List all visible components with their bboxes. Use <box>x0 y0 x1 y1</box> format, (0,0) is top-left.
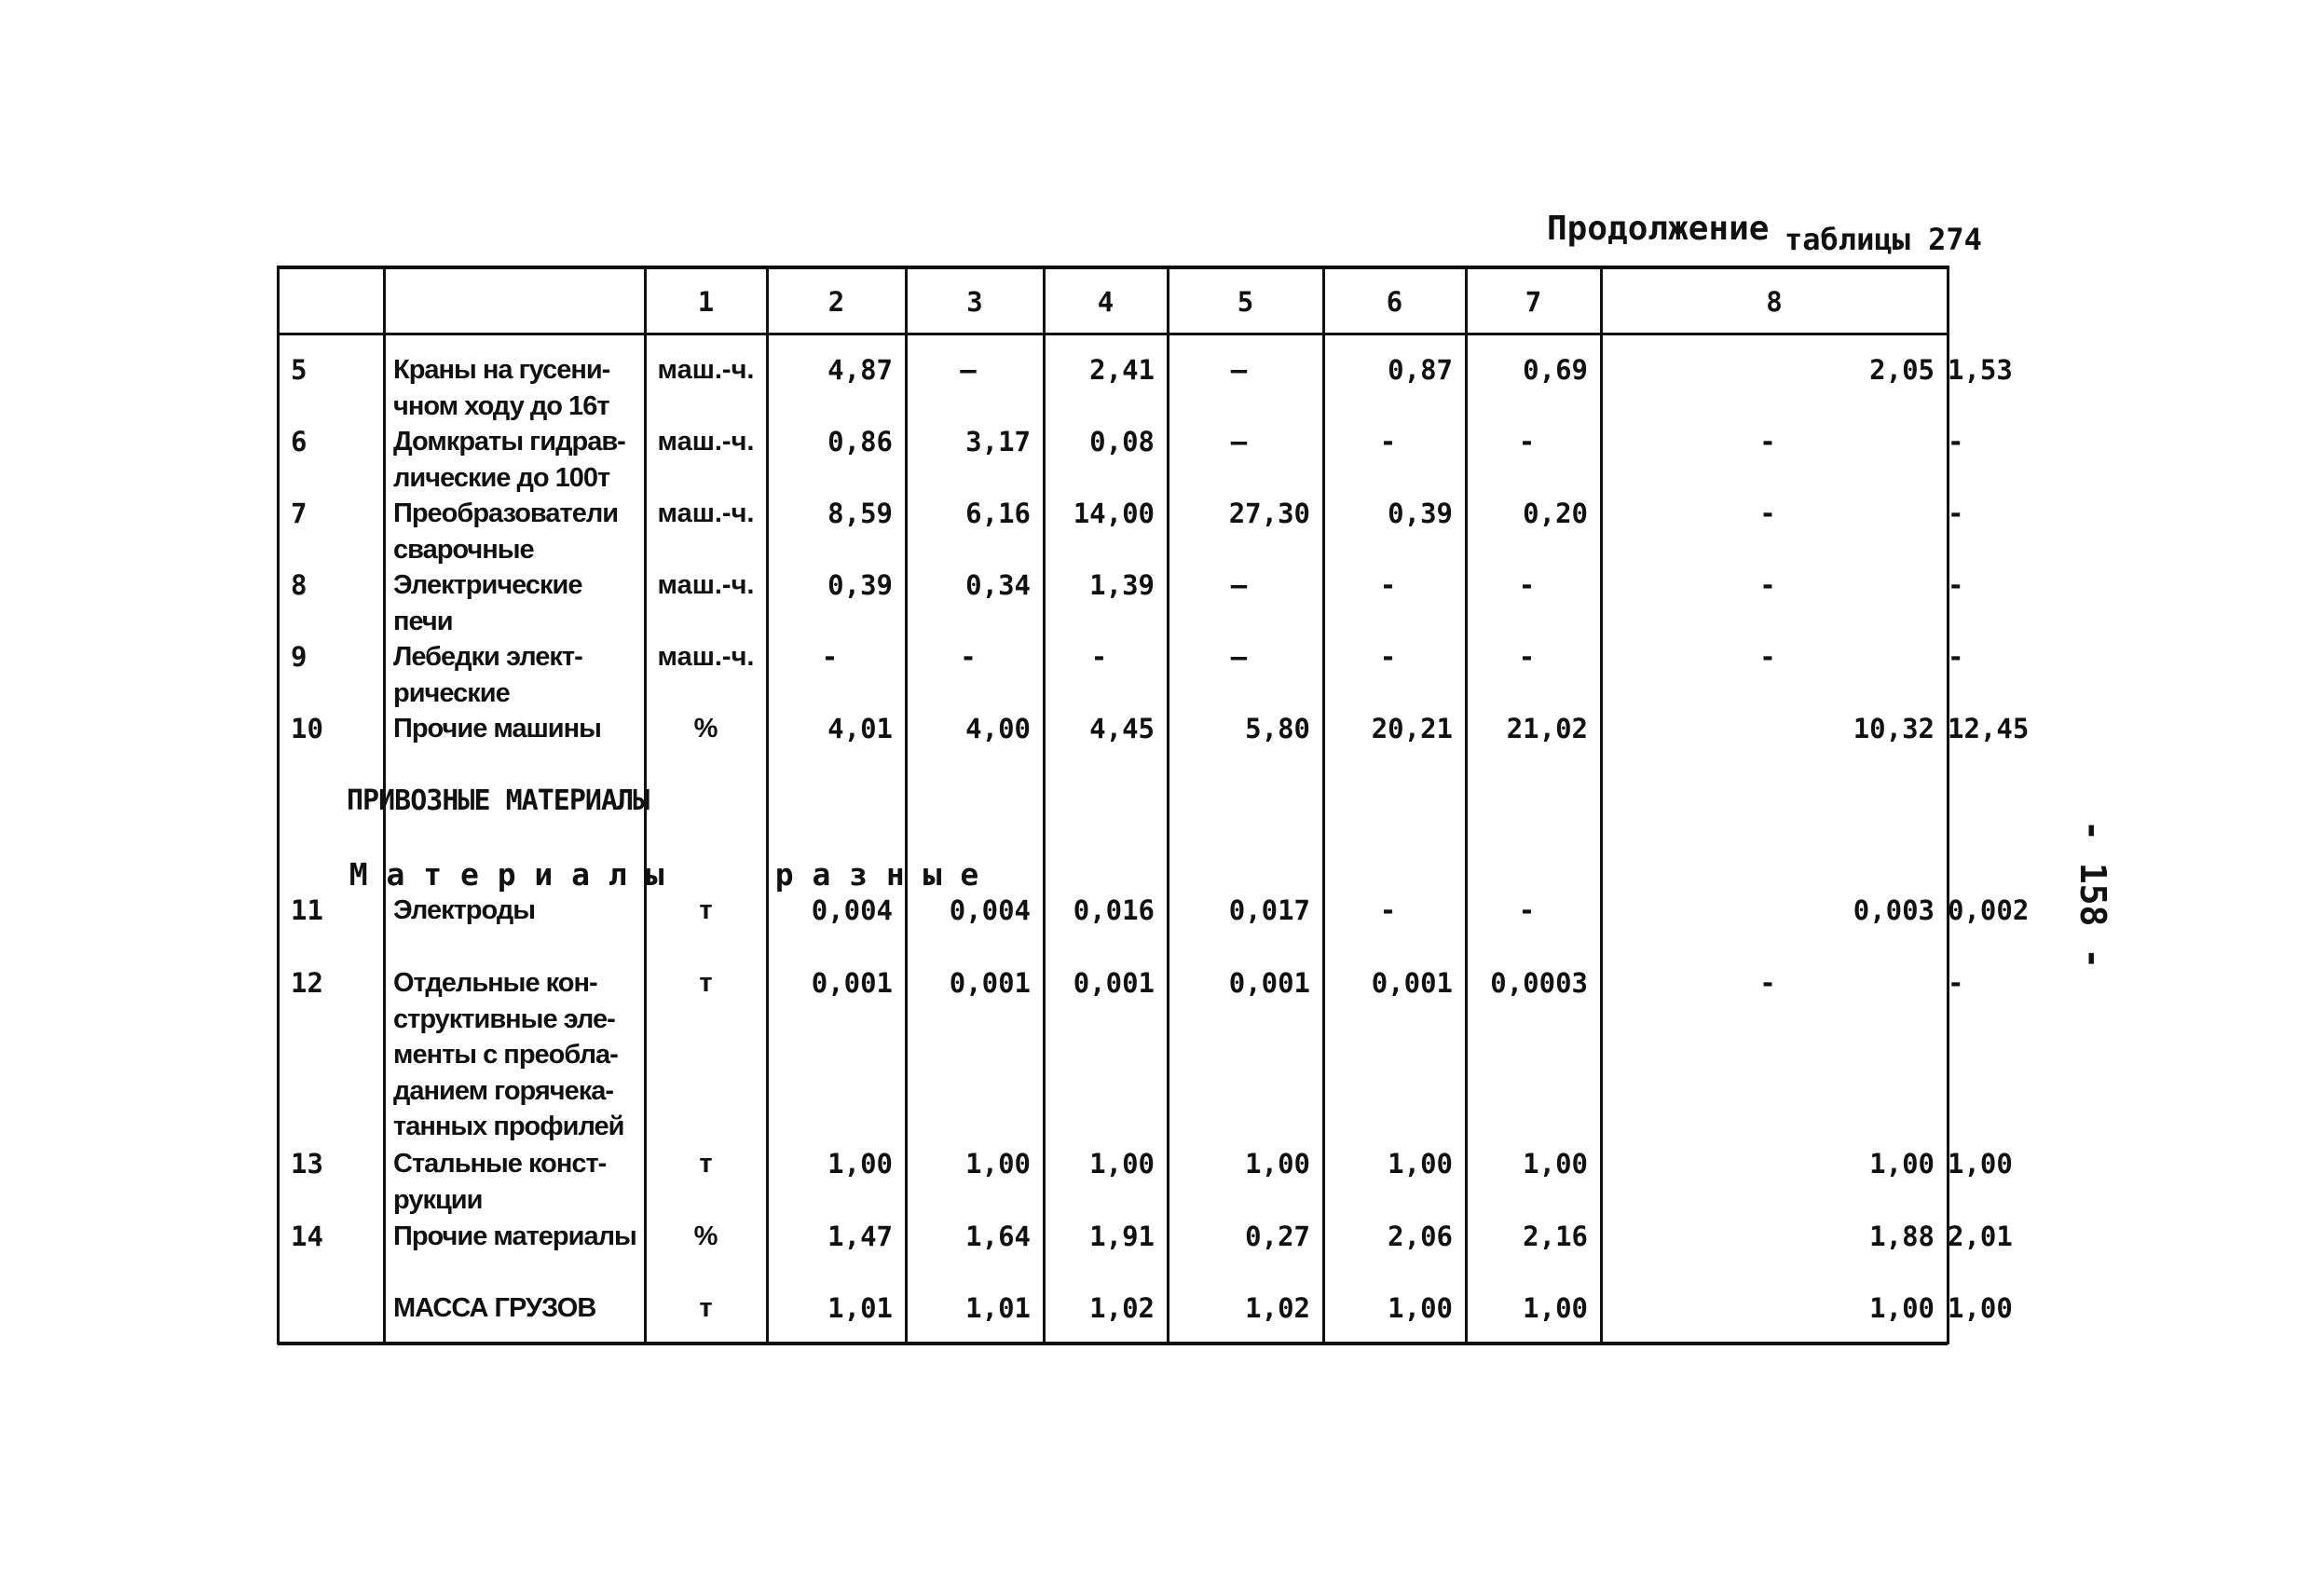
column-divider <box>277 266 280 1344</box>
value-col-2: 0,34 <box>965 569 1031 601</box>
value-col-7: - <box>1759 967 1776 999</box>
value-col-2: – <box>960 354 977 386</box>
row-number: 12 <box>291 967 323 999</box>
section-title: ПРИВОЗНЫЕ МАТЕРИАЛЫ <box>347 784 650 817</box>
value-col-7: - <box>1759 641 1776 673</box>
value-col-7: 10,32 <box>1853 713 1935 744</box>
value-col-6: - <box>1518 894 1536 926</box>
value-col-6: 0,20 <box>1523 498 1588 529</box>
row-number: 5 <box>291 354 308 386</box>
value-col-7: - <box>1759 498 1776 529</box>
value-col-4: 0,017 <box>1228 894 1310 926</box>
resource-name-line: танных профилей <box>393 1112 624 1141</box>
value-col-4: 1,00 <box>1245 1148 1310 1180</box>
row-number: 6 <box>291 426 308 457</box>
value-col-8: 12,45 <box>1948 713 2030 744</box>
resource-name-line: лические до 100т <box>393 462 610 493</box>
value-col-1: 0,39 <box>827 569 893 601</box>
value-col-5: - <box>1379 894 1397 926</box>
value-col-6: - <box>1518 569 1536 601</box>
value-col-1: 4,87 <box>827 354 893 386</box>
resource-name-line: МАССА ГРУЗОВ <box>393 1293 596 1323</box>
value-col-1: 0,001 <box>811 967 893 999</box>
header-col-3: 3 <box>966 286 983 318</box>
value-col-5: 2,06 <box>1388 1221 1453 1252</box>
value-col-4: – <box>1230 641 1248 673</box>
resource-name-line: Прочие материалы <box>393 1221 636 1251</box>
row-number: 9 <box>291 641 308 673</box>
value-col-2: 1,00 <box>965 1148 1031 1180</box>
header-col-7: 7 <box>1525 286 1542 318</box>
value-col-2: 0,004 <box>949 894 1031 926</box>
value-col-3: 0,08 <box>1089 426 1155 457</box>
value-col-5: 0,87 <box>1388 354 1453 386</box>
value-col-6: - <box>1518 426 1536 457</box>
value-col-5: 1,00 <box>1388 1148 1453 1180</box>
value-col-5: - <box>1379 569 1397 601</box>
row-number: 7 <box>291 498 308 529</box>
resource-name-line: Электроды <box>393 895 536 925</box>
value-col-8: - <box>1948 641 1964 673</box>
value-col-7: - <box>1759 426 1776 457</box>
unit: маш.-ч. <box>657 642 755 672</box>
value-col-8: - <box>1948 569 1964 601</box>
unit: маш.-ч. <box>657 355 755 385</box>
value-col-3: 1,02 <box>1089 1292 1155 1324</box>
value-col-2: 6,16 <box>965 498 1031 529</box>
value-col-2: 1,64 <box>965 1221 1031 1252</box>
value-col-1: 1,00 <box>827 1148 893 1180</box>
value-col-6: 1,00 <box>1523 1148 1588 1180</box>
value-col-5: - <box>1379 641 1397 673</box>
resource-name-line: сварочные <box>393 534 534 565</box>
row-number: 11 <box>291 894 323 926</box>
resource-name-line: данием горячека- <box>393 1075 614 1106</box>
header-col-4: 4 <box>1097 286 1114 318</box>
resource-name-line: Домкраты гидрав- <box>393 427 625 457</box>
value-col-8: - <box>1948 967 1964 999</box>
resource-name-line: Электрические <box>393 570 582 600</box>
resource-name-line: печи <box>393 606 453 636</box>
value-col-6: 0,69 <box>1523 354 1588 386</box>
section-subtitle-text: М а т е р и а л ы р а з н ы е <box>349 856 979 893</box>
value-col-6: 21,02 <box>1506 713 1588 744</box>
value-col-3: 1,91 <box>1089 1221 1155 1252</box>
value-col-1: 4,01 <box>827 713 893 744</box>
value-col-5: 20,21 <box>1371 713 1453 744</box>
value-col-3: 1,39 <box>1089 569 1155 601</box>
value-col-8: - <box>1948 498 1964 529</box>
unit: % <box>693 1221 718 1251</box>
caption-word: Продолжение <box>1547 210 1770 248</box>
resource-name-line: рические <box>393 677 510 708</box>
table-bottom-border <box>278 1342 1948 1345</box>
value-col-2: 0,001 <box>949 967 1031 999</box>
value-col-7: 2,05 <box>1869 354 1935 386</box>
value-col-4: 5,80 <box>1245 713 1310 744</box>
caption-table-ref: таблицы 274 <box>1785 222 1982 257</box>
value-col-8: 0,002 <box>1948 894 2030 926</box>
value-col-7: 1,00 <box>1869 1292 1935 1324</box>
value-col-1: 0,004 <box>811 894 893 926</box>
header-col-5: 5 <box>1237 286 1254 318</box>
resource-name-line: менты с преобла- <box>393 1040 618 1070</box>
resource-name-line: Стальные конст- <box>393 1149 607 1179</box>
value-col-3: 2,41 <box>1089 354 1155 386</box>
resource-name-line: Отдельные кон- <box>393 968 597 998</box>
row-number: 8 <box>291 569 308 601</box>
value-col-8: 1,53 <box>1948 354 2013 386</box>
value-col-4: 1,02 <box>1245 1292 1310 1324</box>
header-bottom-border <box>278 333 1948 335</box>
value-col-8: 1,00 <box>1948 1148 2013 1180</box>
unit: маш.-ч. <box>657 427 755 457</box>
table-top-border <box>278 266 1948 269</box>
row-number: 13 <box>291 1148 323 1180</box>
section-subtitle <box>312 820 978 893</box>
header-col-2: 2 <box>827 286 845 318</box>
value-col-2: 4,00 <box>965 713 1031 744</box>
value-col-8: - <box>1948 426 1964 457</box>
header-col-6: 6 <box>1386 286 1403 318</box>
value-col-5: 0,001 <box>1371 967 1453 999</box>
value-col-3: 4,45 <box>1089 713 1155 744</box>
value-col-4: – <box>1230 569 1248 601</box>
value-col-1: - <box>821 641 839 673</box>
resource-name-line: Прочие машины <box>393 714 601 743</box>
resource-name-line: Лебедки элект- <box>393 642 582 672</box>
value-col-7: - <box>1759 569 1776 601</box>
value-col-4: 27,30 <box>1228 498 1310 529</box>
unit: т <box>699 1149 713 1179</box>
value-col-2: - <box>960 641 977 673</box>
unit: % <box>693 714 718 743</box>
unit: т <box>699 1293 713 1323</box>
unit: маш.-ч. <box>657 570 755 600</box>
value-col-6: - <box>1518 641 1536 673</box>
unit: т <box>699 895 713 925</box>
resource-name-line: Краны на гусени- <box>393 355 610 385</box>
header-col-1: 1 <box>697 286 715 318</box>
header-col-8: 8 <box>1766 286 1783 318</box>
value-col-7: 1,88 <box>1869 1221 1935 1252</box>
unit: маш.-ч. <box>657 498 755 528</box>
value-col-5: 0,39 <box>1388 498 1453 529</box>
value-col-3: 0,016 <box>1073 894 1155 926</box>
value-col-6: 2,16 <box>1523 1221 1588 1252</box>
value-col-1: 1,01 <box>827 1292 893 1324</box>
value-col-7: 1,00 <box>1869 1148 1935 1180</box>
value-col-3: 1,00 <box>1089 1148 1155 1180</box>
value-col-3: - <box>1090 641 1108 673</box>
value-col-3: 14,00 <box>1073 498 1155 529</box>
value-col-4: – <box>1230 354 1248 386</box>
value-col-4: 0,001 <box>1228 967 1310 999</box>
value-col-8: 1,00 <box>1948 1292 2013 1324</box>
value-col-2: 1,01 <box>965 1292 1031 1324</box>
page-number: - 158 - <box>2072 820 2113 970</box>
value-col-1: 1,47 <box>827 1221 893 1252</box>
value-col-5: 1,00 <box>1388 1292 1453 1324</box>
value-col-3: 0,001 <box>1073 967 1155 999</box>
value-col-7: 0,003 <box>1853 894 1935 926</box>
resource-name-line: Преобразователи <box>393 498 619 528</box>
row-number: 10 <box>291 713 323 744</box>
row-number: 14 <box>291 1221 323 1252</box>
value-col-1: 8,59 <box>827 498 893 529</box>
value-col-1: 0,86 <box>827 426 893 457</box>
value-col-8: 2,01 <box>1948 1221 2013 1252</box>
value-col-6: 1,00 <box>1523 1292 1588 1324</box>
resource-name-line: структивные эле- <box>393 1003 615 1034</box>
value-col-5: - <box>1379 426 1397 457</box>
value-col-4: 0,27 <box>1245 1221 1310 1252</box>
resource-name-line: чном ходу до 16т <box>393 390 609 421</box>
resource-name-line: рукции <box>393 1184 483 1215</box>
unit: т <box>699 968 713 998</box>
value-col-6: 0,0003 <box>1490 967 1588 999</box>
value-col-4: – <box>1230 426 1248 457</box>
value-col-2: 3,17 <box>965 426 1031 457</box>
